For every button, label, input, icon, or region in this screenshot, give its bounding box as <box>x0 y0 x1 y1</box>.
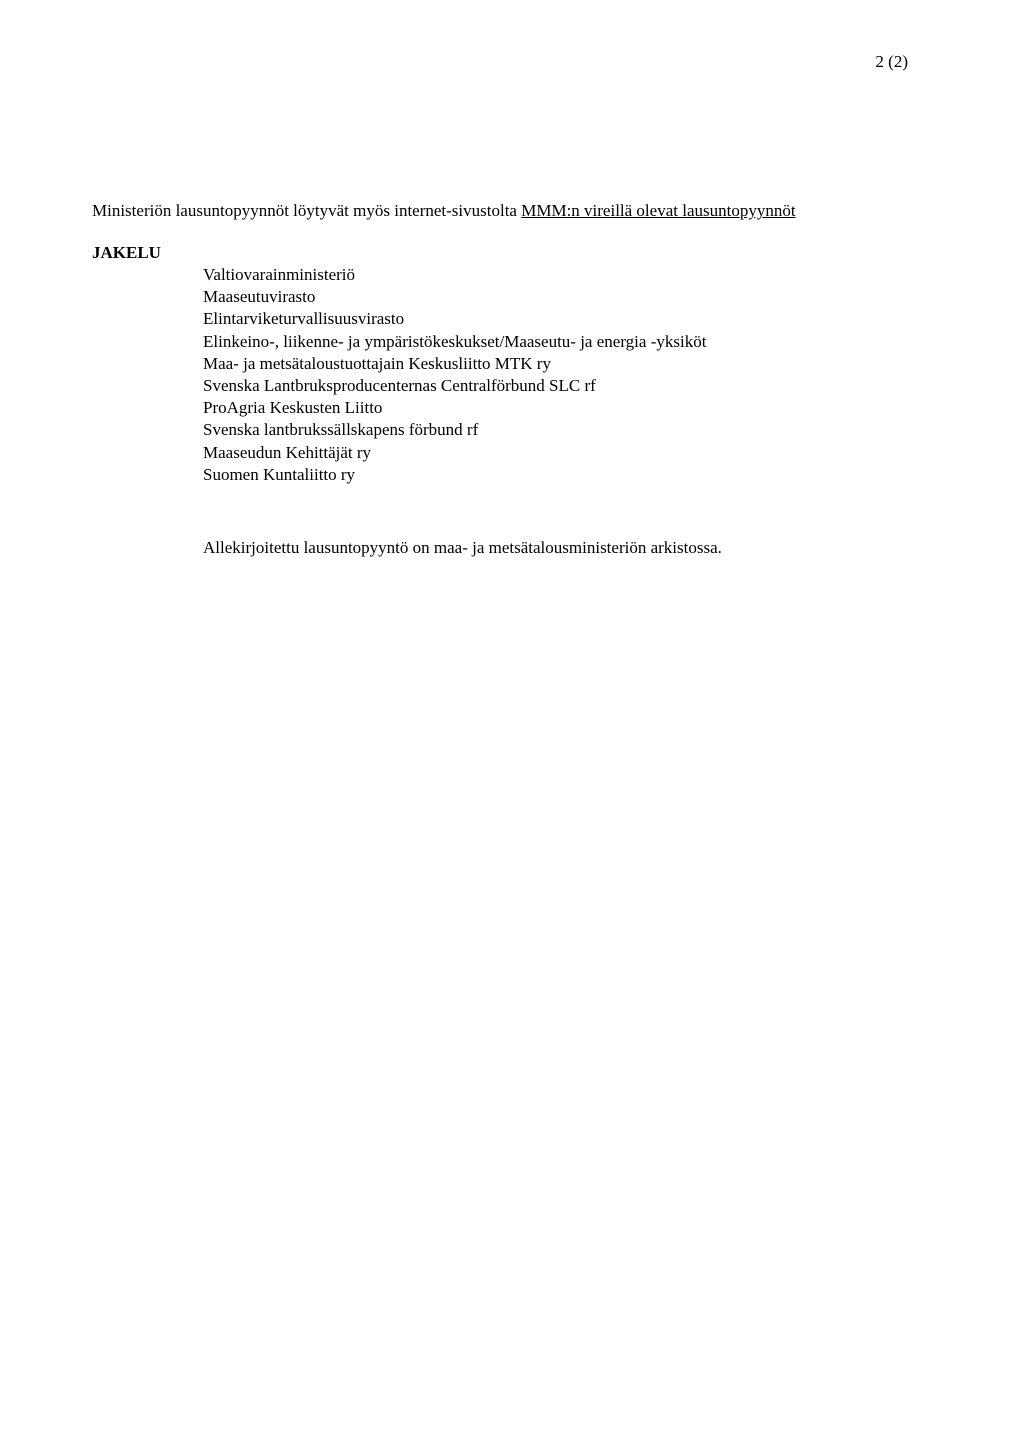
list-item: Svenska lantbrukssällskapens förbund rf <box>203 420 479 440</box>
intro-paragraph <box>92 200 796 222</box>
page-number: 2 (2) <box>875 52 908 71</box>
recipient-list <box>203 264 706 486</box>
list-item: Svenska Lantbruksproducenternas Centralförbund SLC rf <box>203 376 596 396</box>
intro-text: Ministeriön lausuntopyynnöt löytyvät myös internet-sivustolta <box>92 201 522 220</box>
signature-note: Allekirjoitettu lausuntopyyntö on maa- ja metsätalousministeriön arkistossa. <box>203 538 722 557</box>
pending-requests-link[interactable]: MMM:n vireillä olevat lausuntopyynnöt <box>521 201 796 220</box>
distribution-heading: JAKELU <box>92 243 161 262</box>
list-item: Elinkeino-, liikenne- ja ympäristökeskukset/Maaseutu- ja energia -yksiköt <box>203 331 707 351</box>
list-item: Maaseutuvirasto <box>203 287 316 307</box>
list-item: Maa- ja metsätaloustuottajain Keskusliitto MTK ry <box>203 353 551 373</box>
list-item: Suomen Kuntaliitto ry <box>203 464 356 484</box>
list-item: Maaseudun Kehittäjät ry <box>203 442 372 462</box>
list-item: Elintarviketurvallisuusvirasto <box>203 309 405 329</box>
list-item: Valtiovarainministeriö <box>203 265 356 284</box>
list-item: ProAgria Keskusten Liitto <box>203 398 383 418</box>
